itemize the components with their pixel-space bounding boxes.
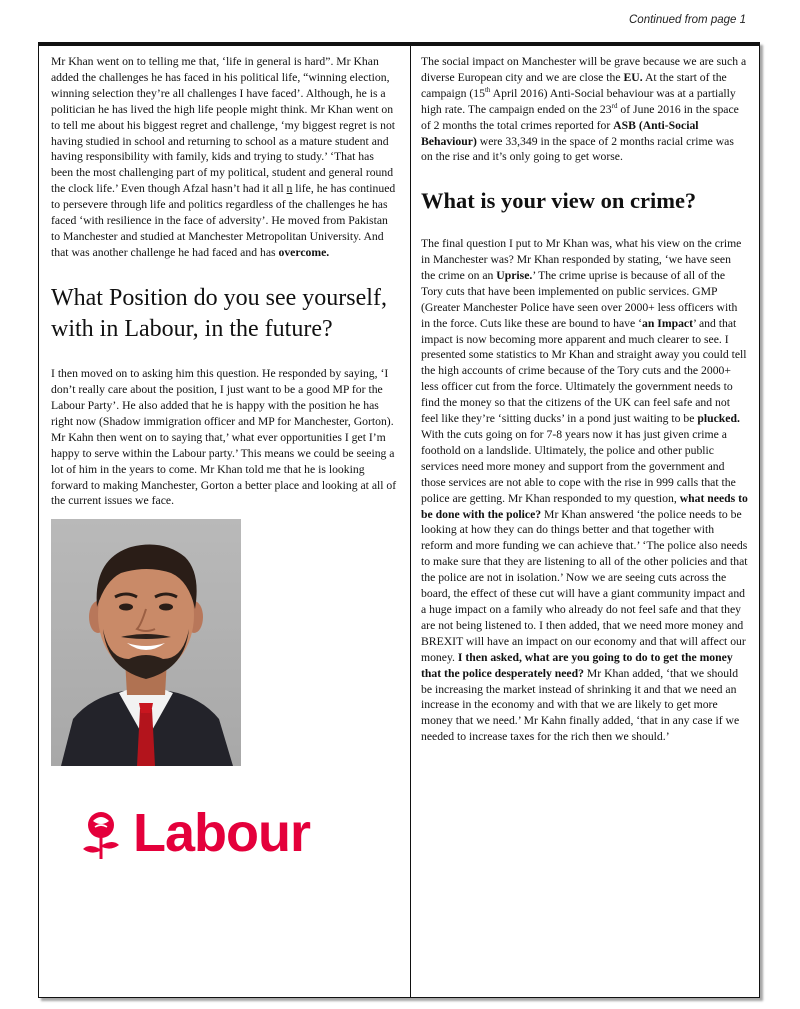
text-run-bold: I then asked, what are you going to do to get the money that the police desperately need?: [421, 650, 733, 680]
portrait-illustration: [51, 519, 241, 766]
rose-icon: [73, 805, 129, 861]
text-run: ’ and that impact is now becoming more apparent and much clearer to see. I presented some statistics to Mr Khan and straight away you could tell the high accounts of crime because of the Tory cuts and the 2000+ less officer cut from the force. Ultimately the government needs to find the money so that the citizens of the UK can feel safe and not feel like they’re ‘sitting ducks’ in a pond just waiting to be: [421, 316, 747, 426]
text-run: April 2016) Anti-Social behaviour was at a partially high rate. The campaign ended on the 23: [421, 86, 736, 116]
right-paragraph-2: [421, 236, 748, 745]
left-column: [39, 46, 411, 997]
text-run-bold: an Impact: [642, 316, 694, 330]
text-run-bold: plucked.: [697, 412, 740, 426]
text-run: Mr Khan added, ‘that we should be increasing the market instead of shrinking it and that we need an increase in the economy and with that we are likely to get more money that we need.’ Mr Kahn finally added, ‘that in any case if we needed to increase taxes for the rich then we should.’: [421, 666, 740, 744]
text-run: The social impact on Manchester will be grave because we are such a diverse European city and we are close the: [421, 55, 747, 84]
text-run-bold: Uprise.: [496, 268, 533, 282]
text-run: With the cuts going on for 7-8 years now it has just given crime a foothold on a landslide. Ultimately, the police and other public services need more money and support from the government and those services are not able to cope with the rise in 999 calls that the police are getting. Mr Khan responded to my question,: [421, 428, 736, 505]
article-frame: [38, 42, 760, 998]
text-run: The final question I put to Mr Khan was, what his view on the crime in Manchester was? Mr Khan responded by stating, ‘we have seen the crime on an: [421, 237, 742, 282]
labour-logo: [73, 802, 398, 864]
portrait-photo: [51, 519, 241, 766]
text-run: Mr Khan answered ‘the police needs to be looking at how they can do things better and that together with reform and more funding we can achieve that.’ ‘The police also needs to make sure that they are listening to all of the other policies and that the police are not in isolation.’ Now we are seeing cuts across the board, the effect of these cut will have a giant community impact and a huge impact on a family who already do not feel safe and that they are not being listened to. I then added, that we need more money and BREXIT will have an impact on our economy and that will affect our money.: [421, 507, 748, 664]
text-run: were 33,349 in the space of 2 months racial crime was on the rise and it’s only going to get worse.: [421, 134, 734, 164]
text-run-underlined: n: [286, 182, 293, 196]
text-run: life, he has continued to persevere through life and politics regardless of the challenges he has faced ‘with resilience in the face of adversity’. He moved from Pakistan to Manchester and studied at Manchester Metropolitan University. And that was another challenge he had faced and has: [51, 182, 396, 259]
section-heading-crime: What is your view on crime?: [421, 188, 697, 214]
text-run-bold: EU.: [623, 70, 643, 84]
left-paragraph-1: [51, 54, 398, 261]
right-column: [411, 46, 758, 997]
text-run: At the start of the campaign (15: [421, 70, 727, 100]
text-run: ’ The crime uprise is because of all of the Tory cuts that have been implemented on public services. GMP (Greater Manchester Police have seen over 2000+ less officers with in the force. Cuts like these are bound to have ‘: [421, 268, 738, 330]
continued-note: Continued from page 1: [629, 14, 746, 26]
text-run-bold: what needs to be done with the police?: [421, 491, 748, 521]
right-paragraph-1: [421, 54, 748, 165]
left-paragraph-2: I then moved on to asking him this question. He responded by saying, ‘I don’t really care about the position, I just want to be a good MP for the Labour Party’. He also added that he is happy with the position he has right now (Shadow immigration officer and MP for Manchester, Gorton). Mr Kahn then went on to saying that,’ what ever opportunities I get I’m happy to serve within the Labour party.’ This means we could be seeing a lot of him in the years to come. Mr Khan told me that he is looking forward to making Manchester, Gorton a better place and looking at all of the current issues we face.: [51, 367, 397, 508]
text-run-bold: overcome.: [278, 245, 330, 259]
superscript: rd: [611, 101, 618, 110]
text-run-bold: ASB (Anti-Social Behaviour): [421, 118, 699, 148]
text-run: of June 2016 in the space of 2 months the total crimes reported for: [421, 102, 739, 132]
section-heading-position: What Position do you see yourself, with in Labour, in the future?: [51, 284, 387, 342]
labour-wordmark: Labour: [133, 803, 310, 864]
superscript: th: [484, 85, 491, 94]
text-run: Mr Khan went on to telling me that, ‘life in general is hard”. Mr Khan added the challenges he has faced in his political life, “winning election, winning selection they’re all challenges I have faced’. Although, he is a politician he has lived the high life people might think. Mr Khan went on to tell me about his biggest regret and challenge, ‘my biggest regret is not having studied in school and returning to school as a mature student and having responsibility with family, kids and trying to study.’ ‘That has been the most challenging part of my political, student and general round the clock life.’ Even though Afzal hasn’t had it all: [51, 55, 396, 196]
